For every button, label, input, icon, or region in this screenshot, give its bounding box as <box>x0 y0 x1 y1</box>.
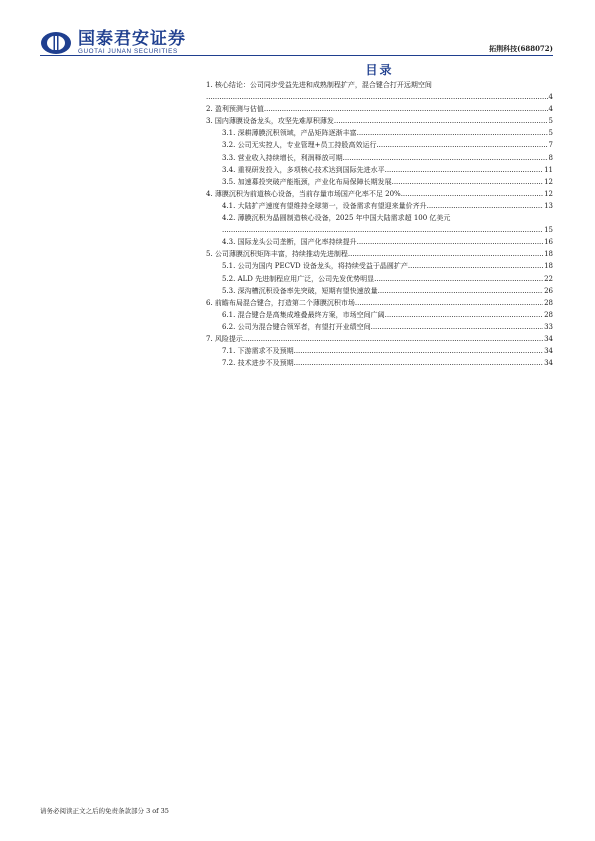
toc-entry[interactable] <box>206 357 553 369</box>
toc-page-number: 5 <box>548 129 553 138</box>
toc-page-number: 15 <box>544 226 553 235</box>
toc-entry-title: 4.3. 国际龙头公司垄断，国产化率持续提升 <box>222 238 357 247</box>
toc-entry[interactable] <box>206 152 553 164</box>
toc-entry-title: 3. 国内薄膜设备龙头，攻坚先难厚积薄发 <box>206 117 334 126</box>
toc-entry-title: 3.2. 公司无实控人，专业管理+员工持股高效运行 <box>222 141 377 150</box>
toc-page-number: 22 <box>544 274 553 283</box>
toc-leader-dots <box>357 236 543 248</box>
toc-page-number: 7 <box>548 141 553 150</box>
toc-page-number: 28 <box>544 310 553 319</box>
toc-entry[interactable] <box>206 309 553 321</box>
toc-leader-dots <box>264 103 548 115</box>
toc-leader-dots <box>348 248 543 260</box>
toc-entry[interactable] <box>206 176 553 188</box>
toc-leader-dots <box>385 164 543 176</box>
header-divider <box>40 55 553 56</box>
toc-leader-dots <box>450 212 552 224</box>
toc-leader-dots <box>206 91 548 103</box>
logo-chinese-name: 国泰君安证券 <box>78 29 186 49</box>
toc-page-number: 34 <box>544 347 553 356</box>
toc-leader-dots <box>374 273 543 285</box>
toc-entry[interactable] <box>206 248 553 260</box>
toc-entry[interactable] <box>206 345 553 357</box>
toc-leader-dots <box>392 176 543 188</box>
toc-entry-title: 5.2. ALD 先进制程应用广泛，公司先发优势明显 <box>222 274 375 283</box>
toc-entry[interactable] <box>206 297 553 309</box>
toc-entry-title: 5.1. 公司为国内 PECVD 设备龙头，将持续受益于晶圆扩产 <box>222 262 408 271</box>
toc-entry-title: 2. 盈利预测与估值 <box>206 105 264 114</box>
toc-entry[interactable] <box>206 333 553 345</box>
toc-page-number: 11 <box>544 165 553 174</box>
toc-entry[interactable] <box>206 285 553 297</box>
toc-entry[interactable] <box>206 115 553 127</box>
toc-entry[interactable] <box>206 79 553 91</box>
toc-entry[interactable] <box>206 127 553 139</box>
toc-entry[interactable] <box>206 91 553 103</box>
toc-entry-title: 6.2. 公司为混合键合领军者，有望打开业绩空间 <box>222 322 371 331</box>
toc-leader-dots <box>378 285 543 297</box>
toc-leader-dots <box>371 321 543 333</box>
toc-entry[interactable] <box>206 224 553 236</box>
toc-entry-title: 5.3. 深沟槽沉积设备率先突破，短期有望快速放量 <box>222 286 378 295</box>
toc-page-number: 34 <box>544 334 553 343</box>
toc-page-number: 5 <box>548 117 553 126</box>
toc-entry-title: 3.3. 营业收入持续增长，利润释放可期 <box>222 153 343 162</box>
toc-leader-dots <box>294 345 543 357</box>
toc-leader-dots <box>385 309 543 321</box>
toc-leader-dots <box>432 79 552 91</box>
toc-entry-title: 3.1. 深耕薄膜沉积领域，产品矩阵逐渐丰富 <box>222 129 357 138</box>
table-of-contents <box>206 79 553 369</box>
toc-leader-dots <box>343 152 548 164</box>
toc-entry[interactable] <box>206 164 553 176</box>
toc-page-number: 12 <box>544 177 553 186</box>
toc-page-number: 28 <box>544 298 553 307</box>
toc-leader-dots <box>376 139 547 151</box>
toc-entry-title: 4. 薄膜沉积为前道核心设备，当前存量市场国产化率不足 20% <box>206 189 401 198</box>
guotai-junan-logo-icon <box>40 31 72 55</box>
toc-leader-dots <box>427 200 543 212</box>
toc-entry-title: 6. 前瞻布局混合键合，打造第二个薄膜沉积市场 <box>206 298 355 307</box>
toc-title: 目录 <box>365 63 394 77</box>
toc-page-number: 34 <box>544 359 553 368</box>
toc-entry[interactable] <box>206 103 553 115</box>
toc-entry[interactable] <box>206 260 553 272</box>
toc-entry[interactable] <box>206 139 553 151</box>
toc-page-number: 12 <box>544 189 553 198</box>
toc-leader-dots <box>334 115 548 127</box>
toc-leader-dots <box>222 224 543 236</box>
toc-leader-dots <box>408 260 543 272</box>
toc-page-number: 33 <box>544 322 553 331</box>
toc-entry[interactable] <box>206 236 553 248</box>
toc-entry-title: 7.2. 技术进步不及预期 <box>222 359 294 368</box>
toc-page-number: 4 <box>548 105 553 114</box>
toc-page-number: 18 <box>544 262 553 271</box>
toc-page-number: 18 <box>544 250 553 259</box>
toc-entry[interactable] <box>206 321 553 333</box>
logo-english-name: GUOTAI JUNAN SECURITIES <box>78 48 178 55</box>
toc-entry-title: 3.4. 重视研发投入，多项核心技术达到国际先进水平 <box>222 165 385 174</box>
toc-page-number: 8 <box>548 153 553 162</box>
stock-code: 拓荆科技(688072) <box>489 44 553 53</box>
toc-entry[interactable] <box>206 188 553 200</box>
toc-page-number: 16 <box>544 238 553 247</box>
toc-entry-title: 4.1. 大陆扩产速度有望维持全球第一，设备需求有望迎来量价齐升 <box>222 201 427 210</box>
toc-page-number: 26 <box>544 286 553 295</box>
company-logo <box>40 28 186 58</box>
toc-entry-title: 4.2. 薄膜沉积为晶圆制造核心设备，2025 年中国大陆需求超 100 亿美元 <box>222 214 451 223</box>
toc-leader-dots <box>243 333 543 345</box>
toc-leader-dots <box>355 297 543 309</box>
toc-entry[interactable] <box>206 200 553 212</box>
toc-leader-dots <box>294 357 543 369</box>
toc-entry-title: 1. 核心结论：公司同步受益先进和成熟制程扩产，混合键合打开远期空间 <box>206 81 432 89</box>
toc-leader-dots <box>357 127 548 139</box>
toc-entry[interactable] <box>206 273 553 285</box>
toc-entry-title: 7. 风险提示 <box>206 334 243 343</box>
toc-page-number: 13 <box>544 201 553 210</box>
toc-entry[interactable] <box>206 212 553 224</box>
toc-page-number <box>552 79 553 91</box>
toc-page-number: 4 <box>548 93 553 102</box>
footer-disclaimer: 请务必阅读正文之后的免责条款部分 3 of 35 <box>40 807 169 815</box>
toc-leader-dots <box>401 188 543 200</box>
toc-entry-title: 6.1. 混合键合是高集成堆叠最终方案，市场空间广阔 <box>222 310 385 319</box>
toc-entry-title: 5. 公司薄膜沉积矩阵丰富，持续推动先进制程 <box>206 250 348 259</box>
toc-entry-title: 7.1. 下游需求不及预期 <box>222 347 294 356</box>
toc-entry-title: 3.5. 加速募投突破产能瓶颈，产业化布局保障长期发展 <box>222 177 392 186</box>
toc-page-number <box>552 212 553 224</box>
